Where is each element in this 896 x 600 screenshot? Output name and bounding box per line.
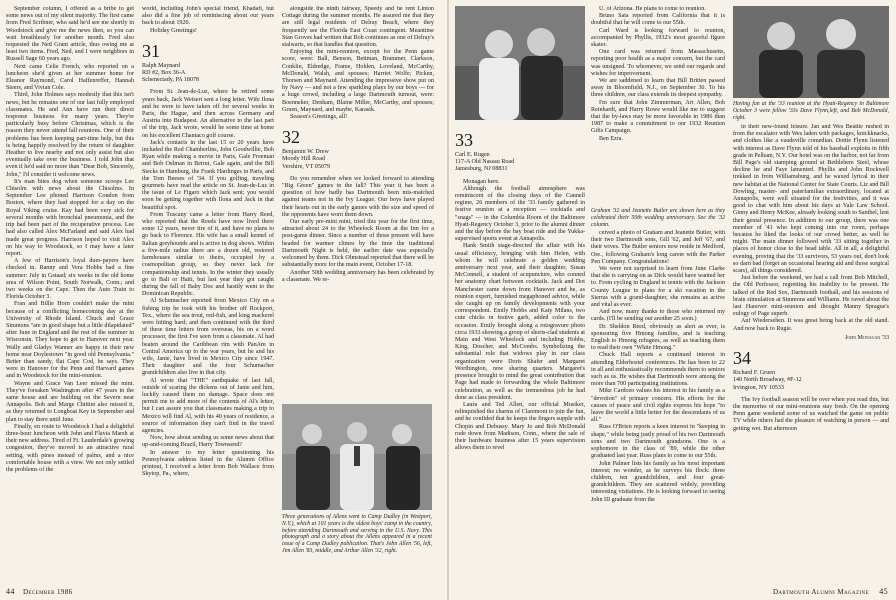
paragraph: Russ O'Brien reports a keen interest in "keeping in shape," while being justly proud of his two Dartmouth sons and two Dartmouth grandsons. One is a sophomore in the class of '89, while the other graduated last year. Russ plans to come to our 55th.: [591, 424, 725, 460]
address-line: Ralph Maynard: [142, 62, 181, 69]
paragraph: Jack's contacts in the last 15 or 20 years have included the Red Chamberlins, John Goodwillie, Bob Ryan while making a movie in Paris, Gale Freeman and Bob Oelman in Beirut, Gale again, and the Bill Stecks in Hamburg, the Frank Hardinges in Paris, and the Tom Beeses of '34. If you golfing, traveling gourmets have read the article on St. Jean-de-Luz in the issue of Le Figaro which Jack sent; you would soon be getting together with Ilona and Jack in that beautiful spot.: [142, 139, 274, 211]
paragraph: One card was returned from Massachusetts, reporting poor health as a major concern, but the card was unsigned. To whomever, we send our regards and wishes for improvement.: [591, 49, 725, 77]
monagan-signoff: John Monagan '33: [844, 334, 889, 341]
paragraph: Although the football atmosphere was reminiscent of the closing days of the Cannell regime, 26 members of the '33 family gathered in festive reunion at a reception — cocktails and "snags" — in the Columbia Room of the Baltimore Hyatt-Regency October 3, prior to the alumni dinner and the day before the bay boat ride and the Yukka-supervised sports event at Annapolis.: [455, 185, 585, 243]
class-32-text: [282, 176, 434, 284]
paragraph: Next came Celie French, who reported on a luncheon she'd given at her summer home for Eleanor Raymond, Carol Haffenreffer, Hannah Steers, and Vivian Cole.: [6, 63, 134, 92]
paragraph: Hank Smith stage-directed the affair with his usual efficiency, bringing with him Helen, with whom he will celebrate a golden wedding anniversary next year, and their daughter, Susan McConnell, a student of acupuncture, who conned her anatomy chart between cocktails. Jack and Dot Manchester came down from Hanover and he, as reunion expert, furnished megaphoned advice, while she caught up on family developments with your correspondent. Emily Hobbs and Katy Milans, two cute chicks in festive garb, added color to the occasion. Emily brought along a rotogravure photo circa 1933 showing a group of shorts-clad students at Main and West Wheelock and including Hobbs, King, Doscher, and McCombs. Symbolizing the substantial role that widows play in our class organization were Doris Shafer and Margaret Worthington, now sharing quarters. Margaret's presence brought to mind the great contribution that Page had made to forwarding the whole Baltimore celebration, as well as the tremendous job he had done as class president.: [455, 243, 585, 401]
paragraph: Al wrote that "THE" earthquake of last fall, outside of scaring the dickens out of Janie and him, luckily caused them no damage. Space does not permit me to add more of the contents of Al's letter, but I can assure you that classmates making a trip to Mexico will find Al, with his 40 years of residence, a source of information they can't find in the travel agencies.: [142, 377, 274, 434]
class-32-text-more: [591, 230, 725, 504]
left-column-1: [6, 6, 134, 584]
paragraph: Now, how about sending us some news about that up-and-coming Brazil, Harry Townsend?: [142, 435, 274, 449]
address-line: RD #2, Box 36-A: [142, 70, 186, 77]
butler-photo-caption: Graham '32 and Jeanette Butler are shown here as they celebrated their 50th wedding anniversary. See the '32 column.: [591, 208, 725, 228]
paragraph: Fran and Billie Horn couldn't make the mini because of a conflicting homecoming day at the University of Rhode Island. Chuck and Grace Simmons "are in good shape but a little dilapidated" after June in England and the rest of the summer in Wisconsin. They hope to get to Hanover next year. Wally and Gladys Wanner are happy in their new home near Doylestown "in good old Pennsylvania." Better than sandy, flat Cape Cod, he says. They were in Hanover for the Penn and Harvard games and in Woodstock for the mini-reunion.: [6, 301, 134, 380]
paragraph: Mike Cardozo values his interest in his family as a "devotion" of primary concern. His efforts for the causes of peace and civil rights express his hope "to leave the world a little better for the descendants of us all.": [591, 388, 725, 424]
right-page: [449, 0, 896, 600]
paragraph: And now, many thanks to those who returned my cards. (I'll be sending out another 25 soon.): [591, 309, 725, 323]
paragraph: in their new-found leisure. Jan and Wes Beattie rushed in from the escalator with Wes laden with packages, knickknacks, and clothes like a vaudeville comedian. Dottie Flynn listened with interest as Dave Flynn told of his baseball exploits in fifth grade in Pelham, N.Y. Our hotel was on the harbor, not far from Bill Page's old stamping ground at Bethlehem Steel, whose decline he and Faye lamented. Phyllis and John Rockwell trekked in from Williamsburg, and he waxed lyrical in their new habitat at the National Center for State Courts. Liz and Bill Dowling, master- and paterfamilias extraordinary, located at Annapolis, were well situated for the festivities, and it was good to chat with him about his days at Yale Law School. Ginny and Henry McKee, already looking south to Sanibel, lent their genial presence. In addition to our group, there was one member of '41 who kept coming into our room, perhaps because he liked the looks of our crowd better, as well he might. The main dinner followed with '33 sitting together in places of honor close to the head table. All in all, a delightful evening, proving that the '33 survivors, 53 years out, don't look so darn bad (forget an occasional hearing aid and those surgical scars), all things considered.: [733, 124, 889, 275]
address-line: 117-A Old Nassau Road: [455, 159, 515, 166]
three-men-photo-icon: [282, 404, 432, 510]
class-34-text: [733, 397, 889, 433]
page-number-45: 45: [879, 587, 888, 596]
paragraph: Auf Wiedersehen. It was great being back at the old stand. And now back to Rugie.: [733, 318, 889, 332]
address-line: Jamesburg, NJ 08831: [455, 166, 508, 173]
paragraph: Third, John Holmes says modestly that this isn't news, but he remains one of our last fully employed classmates. He and Ann have run their direct response business for many years. They're particularly busy before Christmas, which is the reason they never attend fall reunions. One of their problems has been keeping part-time help, but this is being happily resolved by the return of daughter Heather to live nearby and not only assist but also eventually take over the business. I told John that even if he'd said no more than "Dear Bob, Sincerely, John," I'd consider it welcome news.: [6, 92, 134, 178]
paragraph: Just before the weekend, we had a call from Bob Mitchell, the Old Perfessor, regretting his inability to be present. He talked of the Red Sox, Dartmouth football, and his sessions of brain stimulation at Simmons and Williams. He raved about the last Hanover mini-reunion and thought Manny Sprague's eulogy of Page superb.: [733, 275, 889, 318]
paragraph: September column, I offered as a bribe to get some news out of my silent majority. The first came from Fred Scribner, who said he'd see me shortly in Woodstock and give me the news then, so you can wait breathlessly for another month. Fred also requested the Ned Grant article, thus owing me at least two items. Fred, Ned, and I were neighbors in Russell Sage 60 years ago.: [6, 6, 134, 63]
magazine-name: Dartmouth Alumni Magazine: [772, 588, 870, 596]
paragraph: We were not surprised to learn from June Clarke that she is carrying on as Dick would have wanted her to. From cycling in England to tennis with the Jackson County League to plans for a ski vacation in the Sierras with a grand-daughter, she remains as active and vital as ever.: [591, 266, 725, 309]
paragraph: Dr. Sheldon Reed, obviously as alert as ever, is sponsoring five Hmong families, and is teaching English to Hmong refugees, as well as teaching them to read their own "White Hmong.": [591, 323, 725, 352]
paragraph: Carl Ward is looking forward to reunion, accompanied by Phyllis, 1932's most graceful figure skater.: [591, 27, 725, 49]
paragraph: Enjoying the mini-reunion, except for the Penn game score, were: Ball, Benson, Bettman, Brammer, Clarkson, Conklin, Eldredge, Frame, Holden, Loveland, McCarthy, McDonald, Walsh, and spouses; Harriet Wolfe; Picken, Thorsen and Maynard. Attending the impressive show put on by Navy — and not a few sparkling plays by our boys — for a huge crowd, including a large Dartmouth turnout, were: Boenneker, Denham, Blaine Miller, McCarthy, and spouses; Gruen, Maynard, and maybe, Karasik.: [282, 49, 434, 113]
class-number-34: 34: [733, 348, 751, 369]
paragraph: Ben Ezra.: [599, 135, 624, 142]
paragraph: Monagan here.: [463, 178, 500, 185]
paragraph: The Ivy football season will be over when you read this, but the memories of our mini-reunions stay fresh. On the opening Penn game weekend some of us watched the game on public TV while others had the pleasure of watching in person — and getting wet. But afternoon: [733, 396, 889, 432]
paragraph: I'm sure that John Zimmerman, Art Allen, Bob Reinhardt, and Harry Rowe would like me to suggest that the by-laws may be more favorable in 1986 than 1987 to make a commitment to our 1932 Reunion Gifts Campaign.: [591, 99, 725, 135]
address-line: Moody Hill Road: [282, 156, 325, 163]
class-number-33: 33: [455, 130, 473, 150]
address-line: Benjamin W. Drew: [282, 149, 329, 156]
class-32-text-cont: [591, 6, 725, 143]
paragraph: Bruno Saia reported from California that it is doubtful that he will come to our 55th.: [591, 13, 725, 27]
issue-month: December 1986: [22, 588, 73, 596]
paragraph: In answer to my letter questioning his Pennsylvania address listed in the Alumni Office printout, I received a letter from Bob Wallace from Skytop, Pa., where,: [142, 449, 274, 478]
class-number-32: 32: [282, 127, 300, 148]
correspondent-address-31: [142, 63, 274, 85]
address-line: Schenectady, PA 18078: [142, 77, 200, 84]
class-33-text: [455, 179, 585, 453]
address-line: Carl E. Rugen: [455, 152, 490, 158]
paragraph: ceived a photo of Graham and Jeanette Butler, with their two Dartmouth sons, Gill '62, and Jeff '67, and their wives. The Butler seniors now reside in Medford, Ore., following Graham's long career with the Parker Pen Company. Congratulations!: [591, 230, 725, 265]
paragraph: Chuck Hall reports a continued interest in attending Elderhostel conferences. He has been to 22 in all and enthusiastically recommends them to seniors such as us. He wishes that Dartmouth were among the more than 700 participating institutions.: [591, 352, 725, 388]
right-column-2-bottom: [591, 230, 725, 584]
paragraph: Our early pre-mini mini, tried this year for the first time, attracted about 24 to the Wheelock Room at the Inn for a post-game dinner. Since a number of those present will have headed for warmer climes by the time the traditional Dartmouth Night is held, the earlier date was especially welcomed by them. Dick Olmstead reported that there will be substantially more for the main event, October 17-18.: [282, 219, 434, 269]
paragraph: Wayne and Grace Van Leer missed the mini. They've forsaken Washington after 47 years in the same house and are building on the Severn near Annapolis. Bob and Marge Chittim also missed it, as they returned to Longboat Key in September and plan to stay there until June.: [6, 380, 134, 423]
left-folio: [6, 587, 73, 596]
reunion-photo: [733, 6, 889, 98]
right-column-2-top: [591, 6, 725, 206]
holiday-greeting: Holiday Greetings!: [150, 27, 197, 34]
paragraph: Do you remember when we looked forward to attending "Big Green" games in the fall? This year it has been a question of how badly has Dartmouth been mis-matched against teams not in the Ivy League. Our boys have played their hearts out in the early games with the size and speed of the opponents have worn them down.: [282, 175, 434, 218]
allen-family-photo: [282, 404, 432, 510]
page-number-44: 44: [6, 587, 15, 596]
correspondent-address-33: [455, 152, 585, 174]
class-31-text: [142, 89, 274, 478]
paragraph: We are saddened to learn that Bill Britten passed away in Bloomfield, N.J., on September 30. To his three children, our class extends its deepest sympathy.: [591, 78, 725, 99]
class-number-31: 31: [142, 40, 160, 61]
reunion-photo-caption: Having fun at the '33 reunion at the Hyatt-Regency in Baltimore October 3 were fellow '33s Dave Flynn,left, and Bob McDonald, right.: [733, 101, 889, 121]
paragraph: From St. Jean-de-Luz, where he retired some years back, Jack Weisert sent a long letter. Wife Ilona and he were to have taken off for several weeks in Paris, the Hague, and then across Germany and Austria into Budapest. An alternative to the last part of the trip, Jack wrote, would be some time at home on his excellent Chantaco golf course.: [142, 89, 274, 139]
left-column-3-top: [282, 6, 434, 306]
paragraph: Season's Greetings, all!: [290, 114, 348, 121]
paragraph: Another 50th wedding anniversary has been celebrated by a classmate. We re-: [282, 269, 434, 283]
paragraph: Finally, en route to Woodstock I had a delightful three-hour luncheon with John and Flavia Marsh at their new address. Tired of Ft. Lauderdale's growing congestion, they've moved to an attractive rural setting, with pines instead of palms, and a nice comfortable house with a view. We not only settled the problems of the: [6, 423, 134, 473]
paragraph: John Palmer lists his family as his most important interest; no wonder, as he surveys his flock: three children, ten grandchildren, and four great-grandchildren. They are scattered widely, providing interesting visitations. He is looking forward to seeing John III graduate from the: [591, 460, 725, 503]
paragraph: From Tuscany came a letter from Harry Reed, who reported that the Reeds have now lived there some 12 years, never tire of it, and have no plans to go back to Florence. His wife has a small kennel of Italian greyhounds and is active in dog shows. Within a five-mile radius there are a dozen old, restored farmhouses similar to theirs, occupied by a cosmopolitan group, so they never lack for companionship and tennis. In the winter they usually go to Bali or Haiti, but last year they got caught during the fall of Baby Doc and hastily went to the Dominican Republic.: [142, 211, 274, 298]
paragraph: U. of Arizona. He plans to come to reunion.: [599, 6, 706, 12]
paragraph: Al Schumacher reported from Mexico City on a fishing trip he took with his brother off Rockport, Tex., where the sea trout, red-fish, and king mackerel were hitting hard; and then continued with the third of these time letters from overseas, his on a word processor, the first I've seen from a classmate. Al had beaten around the Caribbean rim with PanAm in Central America up to the war years, but he and his wife, Janie, have lived in Mexico City since 1947. Their daughter and the four Schumacher grandchildren also live in that city.: [142, 298, 274, 377]
correspondent-address-34: [733, 370, 889, 392]
right-folio: [773, 587, 888, 596]
col2-lead: world, including John's special friend, Khadafi, but also did a fine job of reminiscing about our years back to about 1920.: [142, 6, 274, 27]
paragraph: It's man bites dog when someone scoops Lee Chisolm with news about the Chisolms. In September Lee phoned Harrison Condon from Boston, where they had stopped for a day on the Royal Viking cruise. Kay had been very sick for several months with bronchial pneumonia, and the trip had been part of the recuperative process. Lee had also called Alex McFarland and said Alex had made great progress. Harrison hoped to visit Alex on his way to Woodstock, so I may have a later report.: [6, 178, 134, 257]
address-line: 140 North Broadway, #F-12: [733, 377, 802, 384]
class-31-text-cont: [282, 6, 434, 121]
left-col1-text: [6, 6, 134, 474]
address-line: Irvington, NY 10533: [733, 384, 785, 391]
left-column-2: [142, 6, 274, 584]
right-column-1-bottom: [455, 124, 585, 584]
paragraph: alongside the ninth fairway, Speedy and he rent Linton Cottage during the summer months. He assured me that they are still legal residents of Delray Beach, where they frequently see the Florida East Coast contingent. Meantime Stan Groves had written that Bob continues as one of Delray's stalwarts, so that handles that question.: [282, 6, 434, 49]
address-line: Vershire, VT 05079: [282, 163, 331, 170]
address-line: Richard F. Gruen: [733, 370, 775, 377]
two-men-photo-icon: [733, 6, 889, 98]
paragraph: A few of Harrison's loyal dues-payers have checked in. Ranny and Vera Hobbs had a fine summer: July in Gstaad; six weeks in the old home area of Wilson Point, South Norwalk, Conn.; and two weeks on the Cape. Then the Auto Train to Florida October 3.: [6, 258, 134, 301]
right-column-3: [733, 124, 889, 584]
left-page: [0, 0, 447, 600]
correspondent-address-32: [282, 149, 434, 171]
class-33-text-cont: [733, 124, 889, 333]
paragraph: Laura and Ted Allen, our official Musiker, relinquished the charms of Claremont to join the fun, and he confided that he keeps the fingers supple with Chopin and Debussy. Mary Jo and Bob McDonald rode down from Madison, Conn., where the sale of their hardware business after 15 years supervision allows them to revel: [455, 401, 585, 452]
allen-photo-caption: Three generations of Allens went to Camp Dudley (in Westport, N.Y.), which at 101 years is the oldest boys' camp in the country, before attending Dartmouth and serving in the U.S. Navy. This photograph and a story about the Allens appeared in a recent issue of a Camp Dudley publication. That's John Allen '56, left, Jim Allen '83, middle, and Arthur Allen '32, right.: [282, 514, 432, 554]
